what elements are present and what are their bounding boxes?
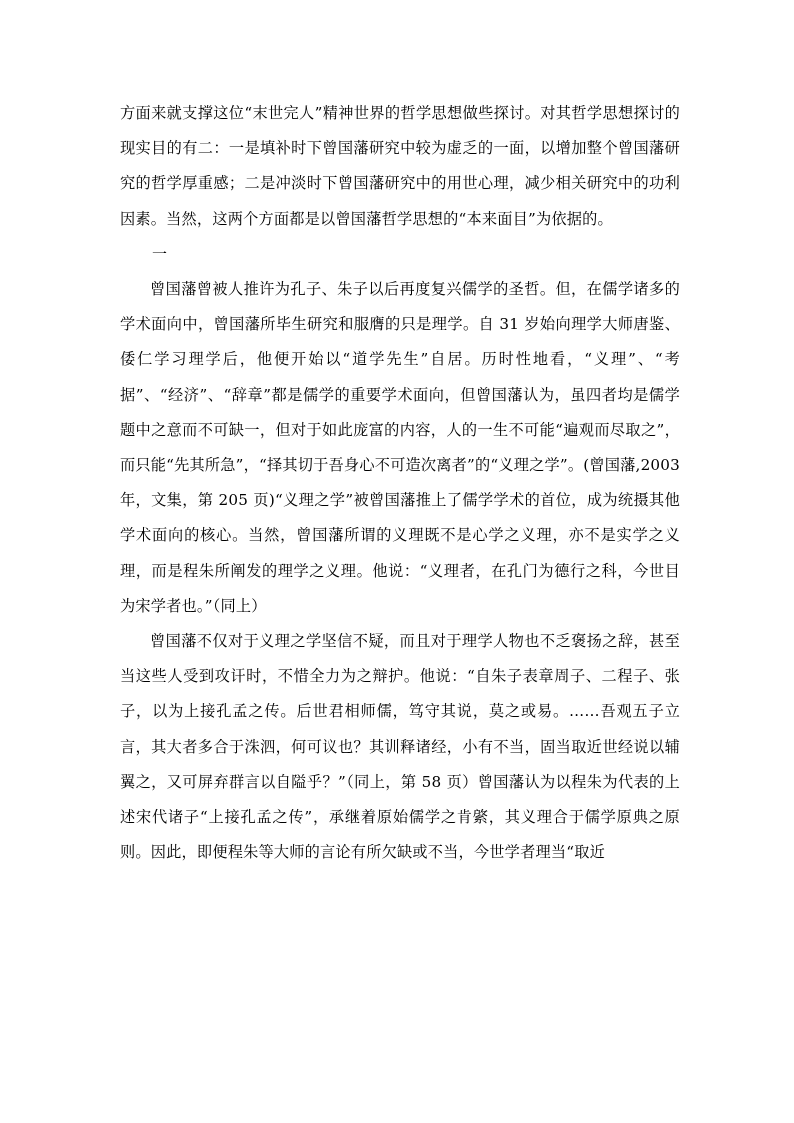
paragraph-section-one-b: 曾国藩不仅对于义理之学坚信不疑，而且对于理学人物也不乏褒扬之辞，甚至当这些人受到攻讦时，不惜全力为之辩护。他说：“自朱子表章周子、二程子、张子，以为上接孔孟之传。后世君相师儒，笃守其说，莫之或易。……吾观五子立言，其大者多合于洙泗，何可议也？其训释诸经，小有不当，固当取近世经说以辅翼之，又可屏弃群言以自隘乎？”（同上，第 58 页）曾国藩认为以程朱为代表的上述宋代诸子“上接孔孟之传”，承继着原始儒学之肯綮，其义理合于儒学原典之原则。因此，即便程朱等大师的言论有所欠缺或不当，今世学者理当“取近 bbox=[120, 632, 680, 862]
paragraph-intro: 方面来就支撑这位“末世完人”精神世界的哲学思想做些探讨。对其哲学思想探讨的现实目的有二：一是填补时下曾国藩研究中较为虚乏的一面，以增加整个曾国藩研究的哲学厚重感；二是冲淡时下曾国藩研究中的用世心理，减少相关研究中的功利因素。当然，这两个方面都是以曾国藩哲学思想的“本来面目”为依据的。 bbox=[120, 104, 680, 228]
section-heading-one: 一 bbox=[152, 244, 168, 263]
paragraph-section-one-a: 曾国藩曾被人推许为孔子、朱子以后再度复兴儒学的圣哲。但，在儒学诸多的学术面向中，曾国藩所毕生研究和服膺的只是理学。自 31 岁始向理学大师唐鉴、倭仁学习理学后，他便开始以“道学先生”自居。历时性地看，“义理”、“考据”、“经济”、“辞章”都是儒学的重要学术面向，但曾国藩认为，虽四者均是儒学题中之意而不可缺一，但对于如此庞富的内容，人的一生不可能“遍观而尽取之”，而只能“先其所急”，“择其切于吾身心不可造次离者”的“义理之学”。(曾国藩,2003 年，文集，第 205 页)“义理之学”被曾国藩推上了儒学学术的首位，成为统摄其他学术面向的核心。当然，曾国藩所谓的义理既不是心学之义理，亦不是实学之义理，而是程朱所阐发的理学之义理。他说：“义理者，在孔门为德行之科，今世目为宋学者也。”（同上） bbox=[120, 280, 681, 615]
document-body bbox=[120, 96, 680, 870]
